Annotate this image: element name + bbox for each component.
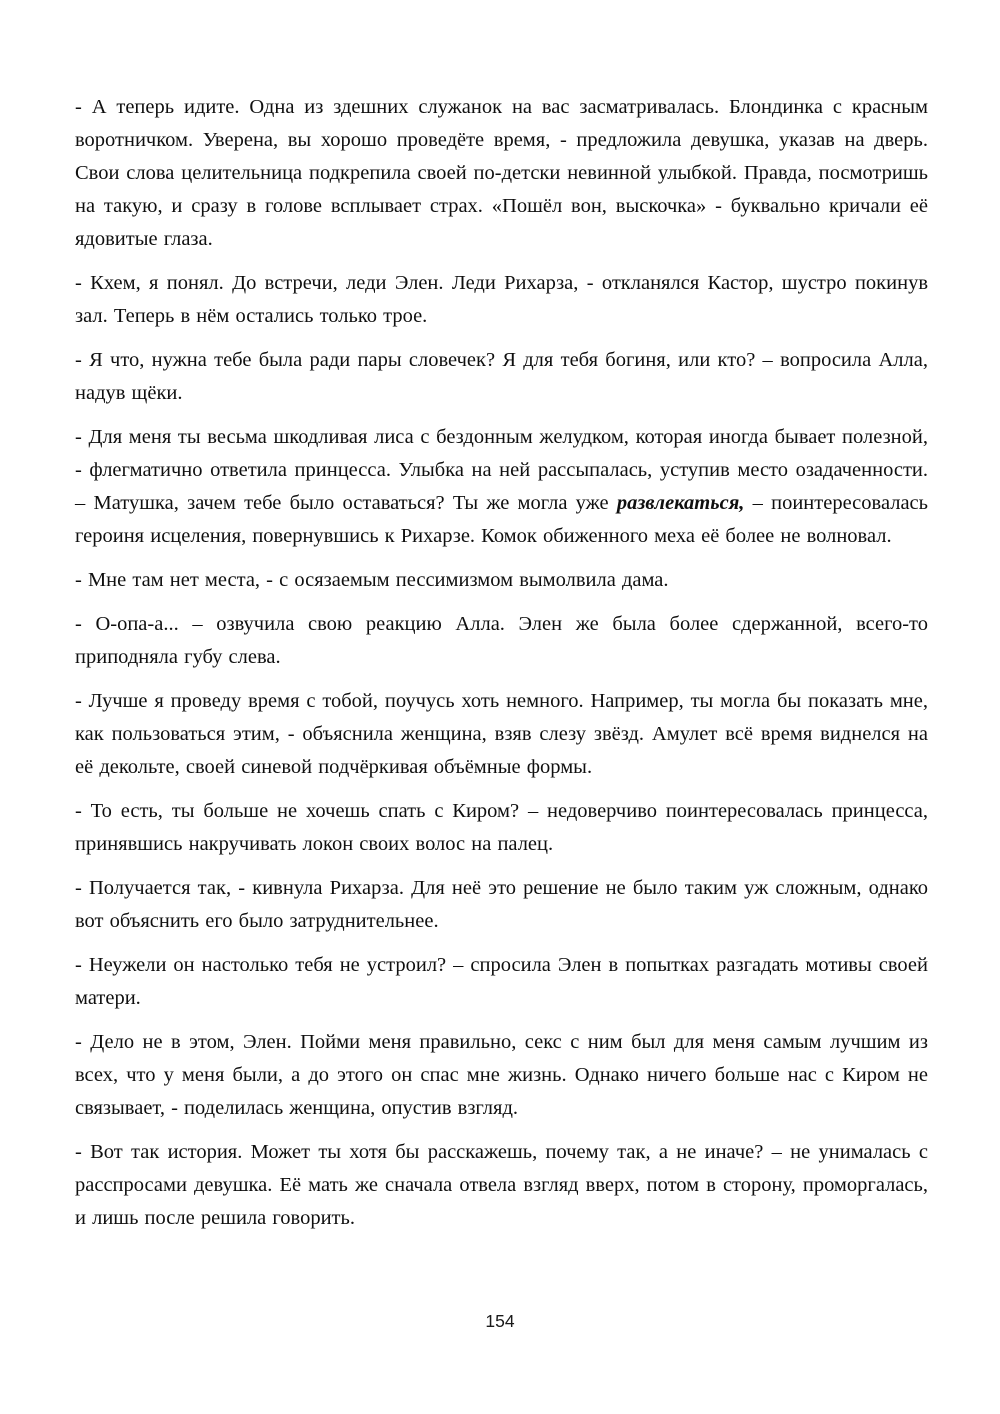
paragraph: - Мне там нет места, - с осязаемым пессимизмом вымолвила дама.	[75, 569, 669, 591]
paragraph: - А теперь идите. Одна из здешних служанок на вас засматривалась. Блондинка с красным воротничком. Уверена, вы хорошо проведёте время, - предложила девушка, указав на дверь. Свои слова целительница подкрепила своей по-детски невинной улыбкой. Правда, посмотришь на такую, и сразу в голове всплывает страх. «Пошёл вон, выскочка» - буквально кричали её ядовитые глаза.	[75, 96, 928, 250]
paragraph: - Получается так, - кивнула Рихарза. Для неё это решение не было таким уж сложным, однако вот объяснить его было затруднительнее.	[75, 877, 928, 932]
page-text	[75, 91, 928, 1235]
paragraph: - О-опа-а... – озвучила свою реакцию Алла. Элен же была более сдержанной, всего-то приподняла губу слева.	[75, 613, 928, 668]
emphasized-word: развлекаться,	[616, 492, 745, 514]
page-number: 154	[485, 1311, 515, 1331]
paragraph-text: - Для меня ты весьма шкодливая лиса с бездонным желудком, которая иногда бывает полезной, - флегматично ответила принцесса. Улыбка на ней рассыпалась, уступив место озадаченности. – Матушка, зачем тебе было оставаться? Ты же могла уже	[75, 426, 928, 514]
paragraph	[75, 421, 928, 553]
paragraph: - Я что, нужна тебе была ради пары словечек? Я для тебя богиня, или кто? – вопросила Алла, надув щёки.	[75, 349, 928, 404]
paragraph: - Лучше я проведу время с тобой, поучусь хоть немного. Например, ты могла бы показать мне, как пользоваться этим, - объяснила женщина, взяв слезу звёзд. Амулет всё время виднелся на её декольте, своей синевой подчёркивая объёмные формы.	[75, 690, 928, 778]
paragraph: - Неужели он настолько тебя не устроил? – спросила Элен в попытках разгадать мотивы своей матери.	[75, 954, 928, 1009]
paragraph-text: – поинтересовалась героиня исцеления, повернувшись к Рихарзе. Комок обиженного меха её более не волновал.	[75, 492, 928, 547]
paragraph: - Дело не в этом, Элен. Пойми меня правильно, секс с ним был для меня самым лучшим из всех, что у меня были, а до этого он спас мне жизнь. Однако ничего больше нас с Киром не связывает, - поделилась женщина, опустив взгляд.	[75, 1031, 928, 1119]
paragraph: - Вот так история. Может ты хотя бы расскажешь, почему так, а не иначе? – не унималась с расспросами девушка. Её мать же сначала отвела взгляд вверх, потом в сторону, проморгалась, и лишь после решила говорить.	[75, 1141, 928, 1229]
paragraph: - Кхем, я понял. До встречи, леди Элен. Леди Рихарза, - откланялся Кастор, шустро покинув зал. Теперь в нём остались только трое.	[75, 272, 928, 327]
paragraph: - То есть, ты больше не хочешь спать с Киром? – недоверчиво поинтересовалась принцесса, принявшись накручивать локон своих волос на палец.	[75, 800, 928, 855]
